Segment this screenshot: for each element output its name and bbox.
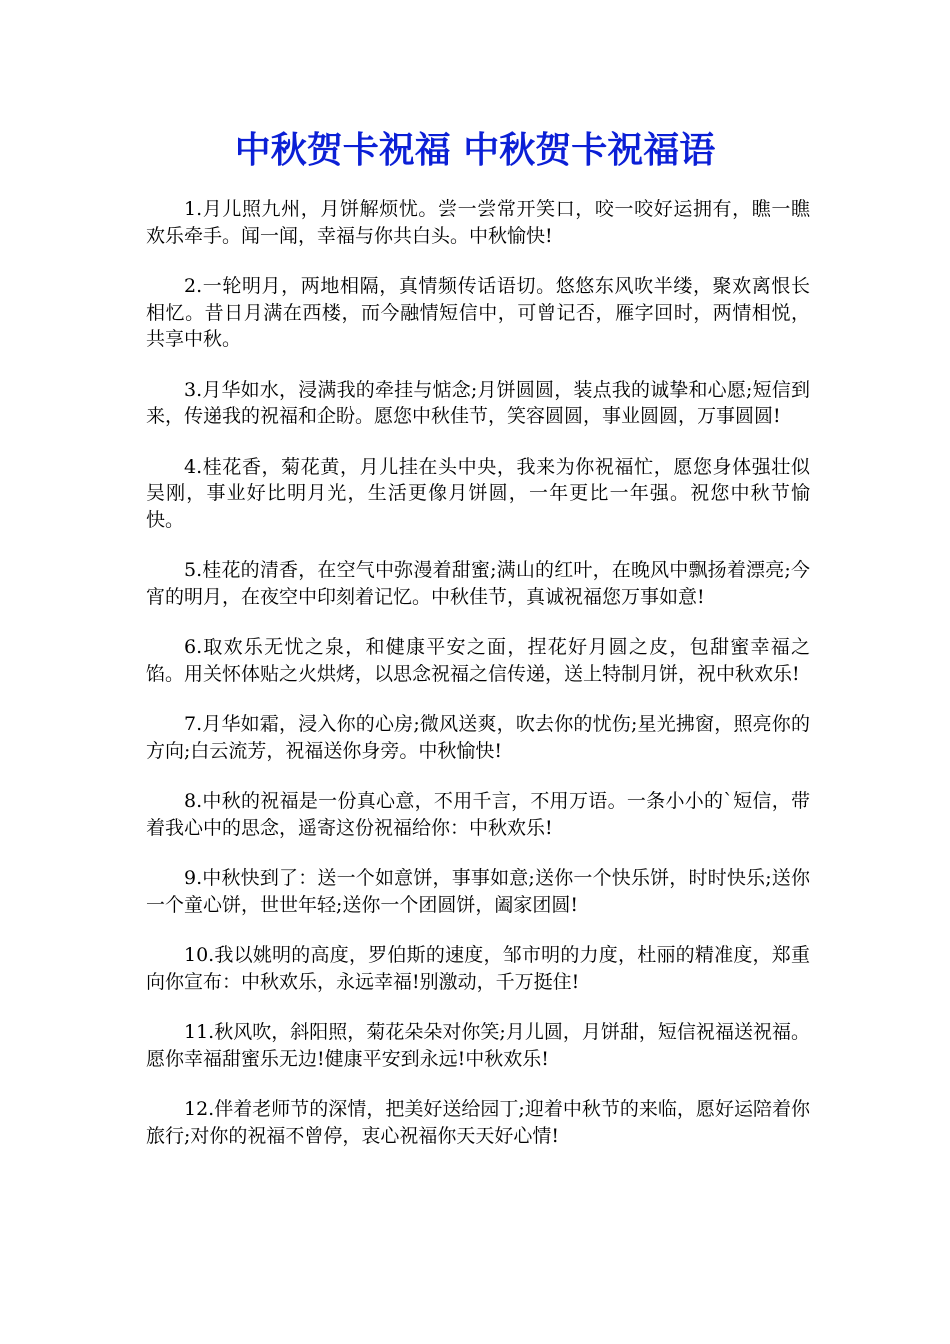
paragraph-9: 9.中秋快到了：送一个如意饼，事事如意;送你一个快乐饼，时时快乐;送你一个童心饼，世世年轻;送你一个团圆饼，阖家团圆! xyxy=(146,867,810,916)
paragraph-6: 6.取欢乐无忧之泉，和健康平安之面，捏花好月圆之皮，包甜蜜幸福之馅。用关怀体贴之火烘烤，以思念祝福之信传递，送上特制月饼，祝中秋欢乐! xyxy=(146,636,810,685)
paragraph-3: 3.月华如水，浸满我的牵挂与惦念;月饼圆圆，装点我的诚挚和心愿;短信到来，传递我的祝福和企盼。愿您中秋佳节，笑容圆圆，事业圆圆，万事圆圆! xyxy=(146,378,810,427)
paragraph-4: 4.桂花香，菊花黄，月儿挂在头中央，我来为你祝福忙，愿您身体强壮似吴刚，事业好比明月光，生活更像月饼圆，一年更比一年强。祝您中秋节愉快。 xyxy=(146,455,810,531)
paragraph-1: 1.月儿照九州，月饼解烦忧。尝一尝常开笑口，咬一咬好运拥有，瞧一瞧欢乐牵手。闻一闻，幸福与你共白头。中秋愉快! xyxy=(146,198,810,247)
page-title: 中秋贺卡祝福 中秋贺卡祝福语 xyxy=(234,129,716,171)
paragraph-7: 7.月华如霜，浸入你的心房;微风送爽，吹去你的忧伤;星光拂窗，照亮你的方向;白云流芳，祝福送你身旁。中秋愉快! xyxy=(146,713,810,762)
paragraph-11: 11.秋风吹，斜阳照，菊花朵朵对你笑;月儿圆，月饼甜，短信祝福送祝福。愿你幸福甜蜜乐无边!健康平安到永远!中秋欢乐! xyxy=(146,1021,810,1070)
document-body xyxy=(146,196,810,1173)
paragraph-10: 10.我以姚明的高度，罗伯斯的速度，邹市明的力度，杜丽的精准度，郑重向你宣布：中秋欢乐，永远幸福!别激动，千万挺住! xyxy=(146,944,810,993)
paragraph-8: 8.中秋的祝福是一份真心意，不用千言，不用万语。一条小小的`短信，带着我心中的思念，遥寄这份祝福给你：中秋欢乐! xyxy=(146,790,810,839)
paragraph-5: 5.桂花的清香，在空气中弥漫着甜蜜;满山的红叶，在晚风中飘扬着漂亮;今宵的明月，在夜空中印刻着记忆。中秋佳节，真诚祝福您万事如意! xyxy=(146,559,810,608)
paragraph-2: 2.一轮明月，两地相隔，真情频传话语切。悠悠东风吹半缕，聚欢离恨长相忆。昔日月满在西楼，而今融情短信中，可曾记否，雁字回时，两情相悦，共享中秋。 xyxy=(146,275,810,350)
paragraph-12: 12.伴着老师节的深情，把美好送给园丁;迎着中秋节的来临，愿好运陪着你旅行;对你的祝福不曾停，衷心祝福你天天好心情! xyxy=(146,1098,810,1147)
